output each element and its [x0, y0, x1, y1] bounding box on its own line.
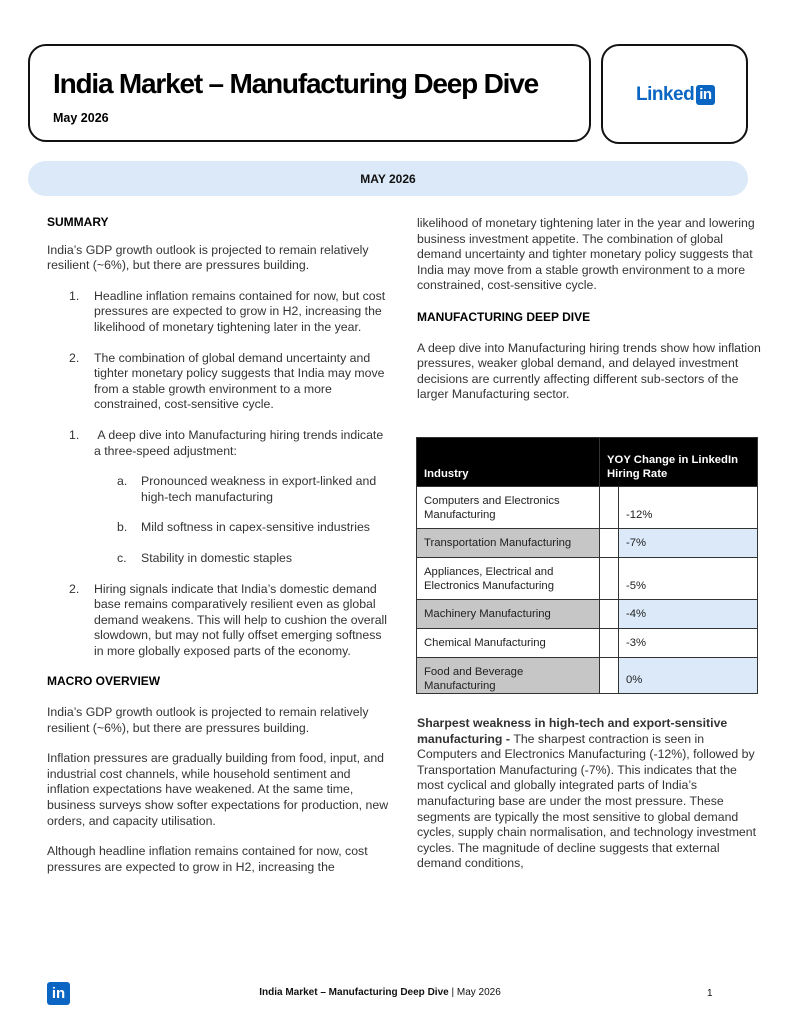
footer-separator: | — [448, 987, 457, 998]
footer-title — [0, 987, 760, 998]
spacer-cell — [600, 658, 619, 694]
list-number: 2. — [69, 581, 80, 596]
change-cell: 0% — [619, 658, 758, 694]
banner-label: MAY 2026 — [360, 171, 416, 186]
sub-list-letter: c. — [117, 550, 127, 565]
page-date: May 2026 — [53, 111, 109, 125]
sub-list-item — [47, 551, 392, 567]
list-text: Hiring signals indicate that India’s domestic demand base remains comparatively resilient even as global demand weakens. This will help to cushion the overall slowdown, but may not fully offset emerging softness in more globally exposed parts of the economy. — [94, 581, 388, 658]
industry-cell: Chemical Manufacturing — [417, 629, 600, 658]
analysis-bold: Sharpest weakness in high-tech and export-sensitive manufacturing - — [417, 716, 728, 746]
deep-dive-intro: A deep dive into Manufacturing hiring trends show how inflation pressures, weaker global demand, and delayed investment decisions are currently affecting different sub-sectors of the larger Manufacturing sector. — [417, 340, 761, 402]
industry-cell: Transportation Manufacturing — [417, 529, 600, 558]
spacer-cell — [600, 629, 619, 658]
table-header-change: YOY Change in LinkedIn Hiring Rate — [600, 438, 758, 487]
table-row — [417, 658, 758, 694]
change-cell: -5% — [619, 558, 758, 600]
table-row — [417, 487, 758, 529]
sub-list-letter: a. — [117, 474, 128, 489]
industry-cell: Food and Beverage Manufacturing — [417, 658, 600, 694]
logo-in-icon: in — [696, 85, 714, 105]
list-item — [47, 351, 392, 413]
analysis-text: The sharpest contraction is seen in Computers and Electronics Manufacturing (-12%), followed by Transportation Manufacturing (-7%). This indicates that the most cyclical and globally integrated parts of India’s manufacturing base are under the most pressure. These segments are typically the most sensitive to global demand cycles, supply chain normalisation, and technology investment cycles. The magnitude of decline suggests that external demand conditions, — [417, 731, 757, 871]
list-item — [47, 428, 392, 459]
sub-list-item — [47, 474, 392, 505]
list-text: The combination of global demand uncertainty and tighter monetary policy suggests that India may move from a stable growth environment to a more constrained, cost-sensitive cycle. — [94, 350, 385, 412]
spacer-cell — [600, 487, 619, 529]
change-cell: -7% — [619, 529, 758, 558]
list-number: 1. — [69, 288, 80, 303]
footer-doc-title: India Market – Manufacturing Deep Dive — [259, 987, 449, 998]
industry-cell: Machinery Manufacturing — [417, 600, 600, 629]
summary-heading: SUMMARY — [47, 215, 109, 229]
right-column — [417, 216, 762, 403]
change-cell: -4% — [619, 600, 758, 629]
industry-cell: Appliances, Electrical and Electronics Manufacturing — [417, 558, 600, 600]
sub-list-text: Mild softness in capex-sensitive industries — [141, 520, 370, 535]
title-box — [28, 44, 591, 142]
list-text: Headline inflation remains contained for now, but cost pressures are expected to grow in H2, increasing the likelihood of monetary tightening later in the year. — [94, 288, 386, 334]
summary-intro: India’s GDP growth outlook is projected to remain relatively resilient (~6%), but there are pressures building. — [47, 242, 369, 273]
logo-box — [601, 44, 748, 144]
date-banner — [28, 161, 748, 196]
hiring-rate-table — [416, 437, 758, 694]
sub-list-letter: b. — [117, 520, 128, 535]
macro-paragraph: Although headline inflation remains contained for now, cost pressures are expected to grow in H2, increasing the — [47, 844, 368, 874]
continued-paragraph: likelihood of monetary tightening later in the year and lowering business investment appetite. The combination of global demand uncertainty and tighter monetary policy suggests that India may move from a stable growth environment to a more constrained, cost-sensitive cycle. — [417, 216, 755, 293]
sub-list-text: Stability in domestic staples — [141, 550, 293, 565]
spacer-cell — [600, 558, 619, 600]
linkedin-logo — [636, 84, 715, 106]
macro-paragraph: Inflation pressures are gradually building from food, input, and industrial cost channels, while household sentiment and inflation expectations have weakened. At the same time, business surveys show softer expectations for production, new orders, and capacity utilisation. — [47, 751, 389, 828]
list-number: 1. — [69, 427, 80, 442]
table-row — [417, 529, 758, 558]
deep-dive-heading: MANUFACTURING DEEP DIVE — [417, 309, 591, 324]
list-item — [47, 582, 392, 660]
logo-text: Linked — [636, 84, 695, 105]
table-header-industry: Industry — [417, 438, 600, 487]
change-cell: -3% — [619, 629, 758, 658]
footer-date: May 2026 — [456, 987, 501, 998]
list-item — [47, 289, 392, 336]
macro-heading: MACRO OVERVIEW — [47, 674, 161, 689]
page-number: 1 — [707, 988, 713, 999]
analysis-paragraph — [417, 716, 762, 872]
sub-list-item — [47, 520, 392, 536]
macro-paragraph: India’s GDP growth outlook is projected to remain relatively resilient (~6%), but there are pressures building. — [47, 705, 369, 735]
sub-list-text: Pronounced weakness in export-linked and high-tech manufacturing — [141, 474, 377, 504]
table-row — [417, 629, 758, 658]
list-number: 2. — [69, 350, 80, 365]
page-title: India Market – Manufacturing Deep Dive — [53, 68, 538, 99]
list-text: A deep dive into Manufacturing hiring trends indicate a three-speed adjustment: — [94, 427, 387, 458]
spacer-cell — [600, 600, 619, 629]
table-row — [417, 600, 758, 629]
footer-linkedin-icon: in — [47, 982, 70, 1005]
industry-cell: Computers and Electronics Manufacturing — [417, 487, 600, 529]
table-row — [417, 558, 758, 600]
left-column — [47, 215, 392, 875]
change-cell: -12% — [619, 487, 758, 529]
spacer-cell — [600, 529, 619, 558]
analysis-block — [417, 716, 762, 872]
